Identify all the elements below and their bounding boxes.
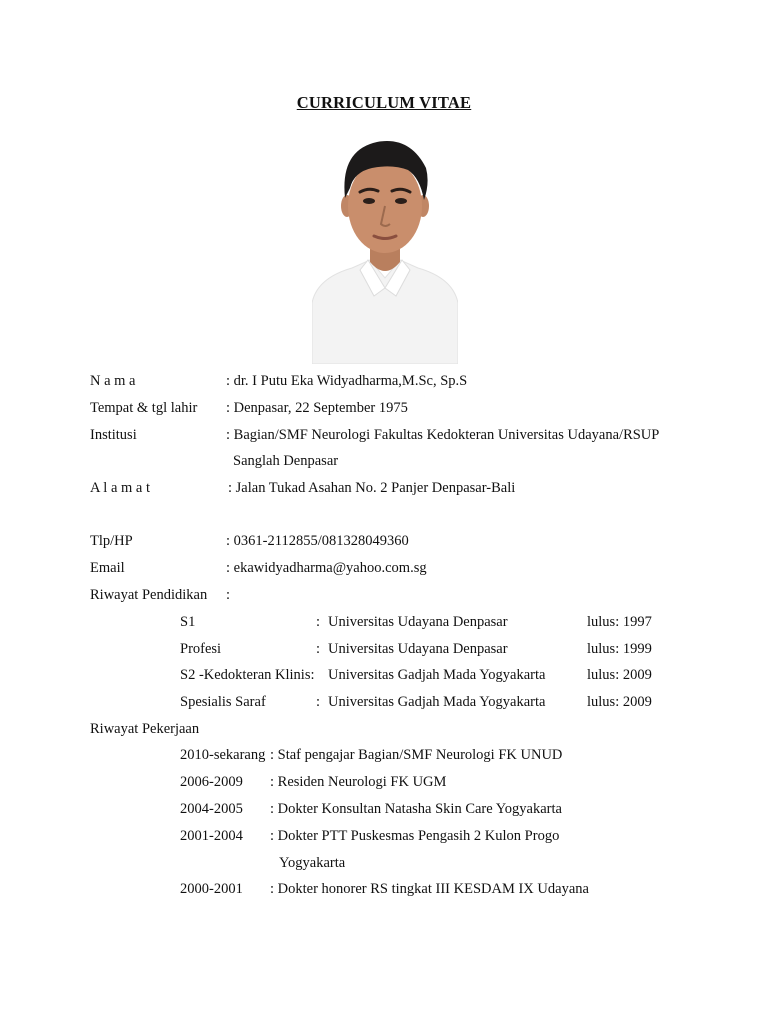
document-title: CURRICULUM VITAE: [296, 93, 472, 112]
work-description: : Residen Neurologi FK UGM: [270, 774, 447, 790]
work-description: : Dokter PTT Puskesmas Pengasih 2 Kulon Progo: [270, 828, 560, 844]
personal-label: N a m a: [90, 373, 136, 389]
personal-value: : dr. I Putu Eka Widyadharma,M.Sc, Sp.S: [226, 373, 468, 389]
education-level: S2 -Kedokteran Klinis:: [180, 667, 315, 683]
education-institution: Universitas Udayana Denpasar: [328, 641, 508, 657]
work-description: : Dokter Konsultan Natasha Skin Care Yogyakarta: [270, 801, 562, 817]
education-level: Profesi: [180, 641, 222, 657]
work-description-continuation: Yogyakarta: [279, 855, 346, 871]
work-period: 2000-2001: [180, 881, 243, 897]
work-period: 2001-2004: [180, 828, 243, 844]
personal-value: : ekawidyadharma@yahoo.com.sg: [226, 560, 427, 576]
education-colon: :: [316, 614, 321, 630]
work-heading-label: Riwayat Pekerjaan: [90, 721, 200, 737]
education-level: S1: [180, 614, 196, 630]
work-period: 2004-2005: [180, 801, 243, 817]
profile-photo: [312, 128, 458, 364]
profile-photo-illustration: [312, 128, 458, 364]
work-period: 2010-sekarang: [180, 747, 266, 763]
personal-label: Tlp/HP: [90, 533, 133, 549]
education-year: lulus: 1997: [587, 614, 652, 630]
work-description: : Dokter honorer RS tingkat III KESDAM IX Udayana: [270, 881, 589, 897]
work-period: 2006-2009: [180, 774, 243, 790]
education-colon: :: [316, 694, 321, 710]
work-description: : Staf pengajar Bagian/SMF Neurologi FK UNUD: [270, 747, 563, 763]
personal-label: A l a m a t: [90, 480, 151, 496]
personal-label: Email: [90, 560, 125, 576]
personal-value: : Denpasar, 22 September 1975: [226, 400, 408, 416]
personal-label: Tempat & tgl lahir: [90, 400, 198, 416]
education-level: Spesialis Saraf: [180, 694, 266, 710]
education-year: lulus: 2009: [587, 694, 652, 710]
education-institution: Universitas Gadjah Mada Yogyakarta: [328, 694, 546, 710]
education-institution: Universitas Gadjah Mada Yogyakarta: [328, 667, 546, 683]
personal-value: : Bagian/SMF Neurologi Fakultas Kedokteran Universitas Udayana/RSUP: [226, 427, 660, 443]
education-year: lulus: 2009: [587, 667, 652, 683]
education-year: lulus: 1999: [587, 641, 652, 657]
personal-value: : Jalan Tukad Asahan No. 2 Panjer Denpasar-Bali: [228, 480, 516, 496]
education-institution: Universitas Udayana Denpasar: [328, 614, 508, 630]
education-colon: :: [316, 641, 321, 657]
personal-value: : 0361-2112855/081328049360: [226, 533, 409, 549]
education-heading-label: Riwayat Pendidikan: [90, 587, 208, 603]
personal-value-continuation: Sanglah Denpasar: [233, 453, 339, 469]
personal-label: Institusi: [90, 427, 137, 443]
education-heading-colon: :: [226, 587, 231, 603]
